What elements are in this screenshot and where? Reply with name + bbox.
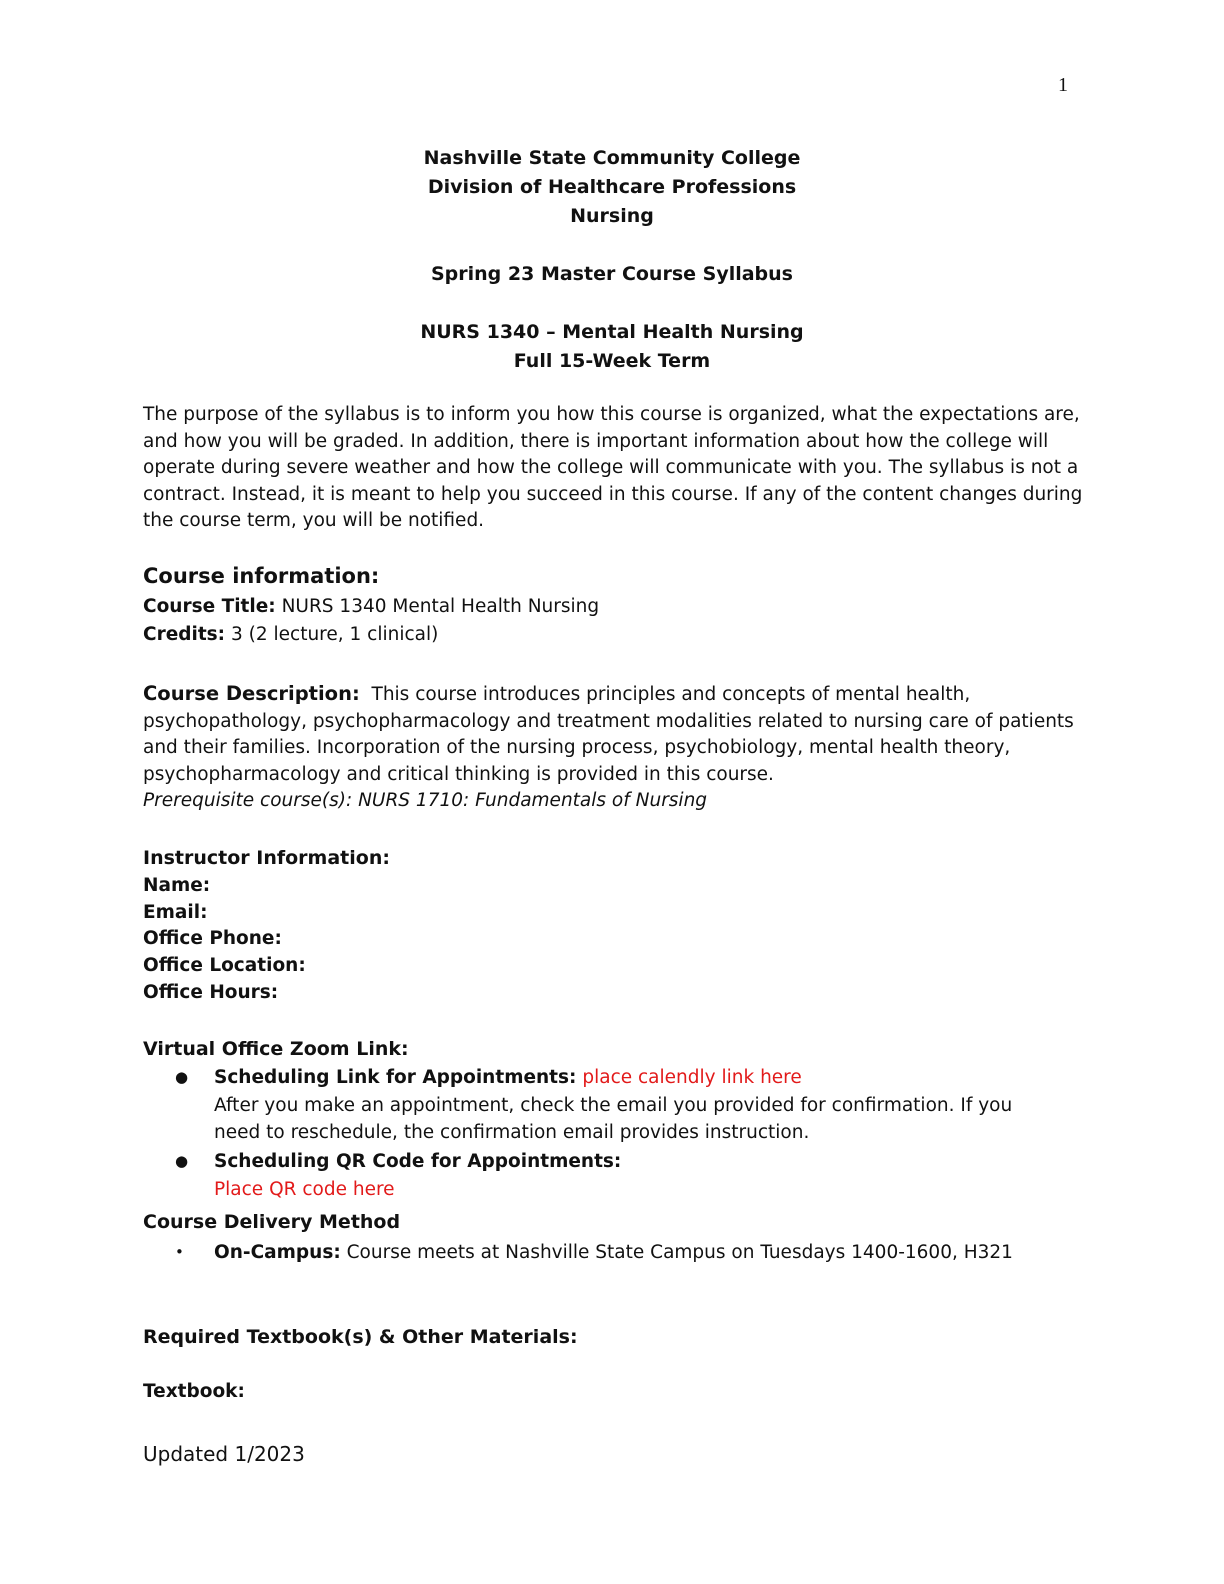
- instructor-hours-label: Office Hours:: [143, 982, 279, 1003]
- on-campus-label: On-Campus:: [214, 1242, 341, 1263]
- instructor-name-label: Name:: [143, 875, 211, 896]
- course-title-value: NURS 1340 Mental Health Nursing: [281, 596, 600, 617]
- qr-code-placeholder: Place QR code here: [214, 1178, 395, 1200]
- program-name: Nursing: [570, 205, 654, 227]
- scheduling-link-note: After you make an appointment, check the email you provided for confirmation. If you need to reschedule, the confirmation email provides instruction.: [214, 1094, 1013, 1143]
- instructor-heading: Instructor Information:: [143, 847, 390, 869]
- description-label: Course Description:: [143, 682, 360, 705]
- description-text: This course introduces principles and concepts of mental health, psychopathology, psychopharmacology and treatment modalities related to nursing care of patients and their families. Incorporation of the nursing process, psychobiology, mental health theory, psychopharmacology and critical thinking is provided in this course.: [143, 684, 1074, 785]
- syllabus-title: Spring 23 Master Course Syllabus: [430, 263, 793, 285]
- list-item: [175, 1239, 1065, 1267]
- course-title-label: Course Title:: [143, 596, 276, 617]
- instructor-location-label: Office Location:: [143, 955, 306, 976]
- scheduling-link-label: Scheduling Link for Appointments:: [214, 1067, 577, 1088]
- textbook-label: Textbook:: [143, 1381, 245, 1402]
- footer-updated: Updated 1/2023: [143, 1442, 305, 1466]
- bullet-icon: ●: [175, 1068, 189, 1086]
- instructor-phone-label: Office Phone:: [143, 928, 282, 949]
- virtual-office-heading: Virtual Office Zoom Link:: [143, 1038, 409, 1060]
- list-item: [175, 1064, 1065, 1148]
- calendly-link-placeholder[interactable]: place calendly link here: [582, 1067, 802, 1088]
- materials-heading: Required Textbook(s) & Other Materials:: [143, 1326, 578, 1348]
- college-name: Nashville State Community College: [423, 147, 801, 169]
- course-title-line: [143, 594, 1083, 621]
- term-heading: Full 15-Week Term: [513, 350, 711, 372]
- scheduling-qr-label: Scheduling QR Code for Appointments:: [214, 1151, 622, 1172]
- delivery-heading: Course Delivery Method: [143, 1211, 401, 1233]
- credits-value: 3 (2 lecture, 1 clinical): [230, 624, 439, 645]
- course-info-heading: Course information:: [143, 564, 380, 588]
- bullet-icon: •: [175, 1243, 184, 1261]
- course-heading: NURS 1340 – Mental Health Nursing: [420, 321, 804, 343]
- bullet-icon: ●: [175, 1152, 189, 1170]
- division-name: Division of Healthcare Professions: [427, 176, 797, 198]
- intro-paragraph: The purpose of the syllabus is to inform you how this course is organized, what the expectations are, and how you will be graded. In addition, there is important information about how the college will operate during severe weather and how the college will communicate with you. The syllabus is not a contract. Instead, it is meant to help you succeed in this course. If any of the content changes during the course term, you will be notified.: [143, 404, 1083, 531]
- list-item: [175, 1148, 1065, 1204]
- prerequisite-line: Prerequisite course(s): NURS 1710: Fundamentals of Nursing: [143, 790, 708, 811]
- instructor-email-label: Email:: [143, 902, 208, 923]
- course-description: [143, 681, 1083, 788]
- on-campus-text: Course meets at Nashville State Campus on Tuesdays 1400-1600, H321: [346, 1242, 1013, 1263]
- credits-line: [143, 622, 1083, 649]
- page-number: 1: [1058, 74, 1068, 96]
- credits-label: Credits:: [143, 624, 226, 645]
